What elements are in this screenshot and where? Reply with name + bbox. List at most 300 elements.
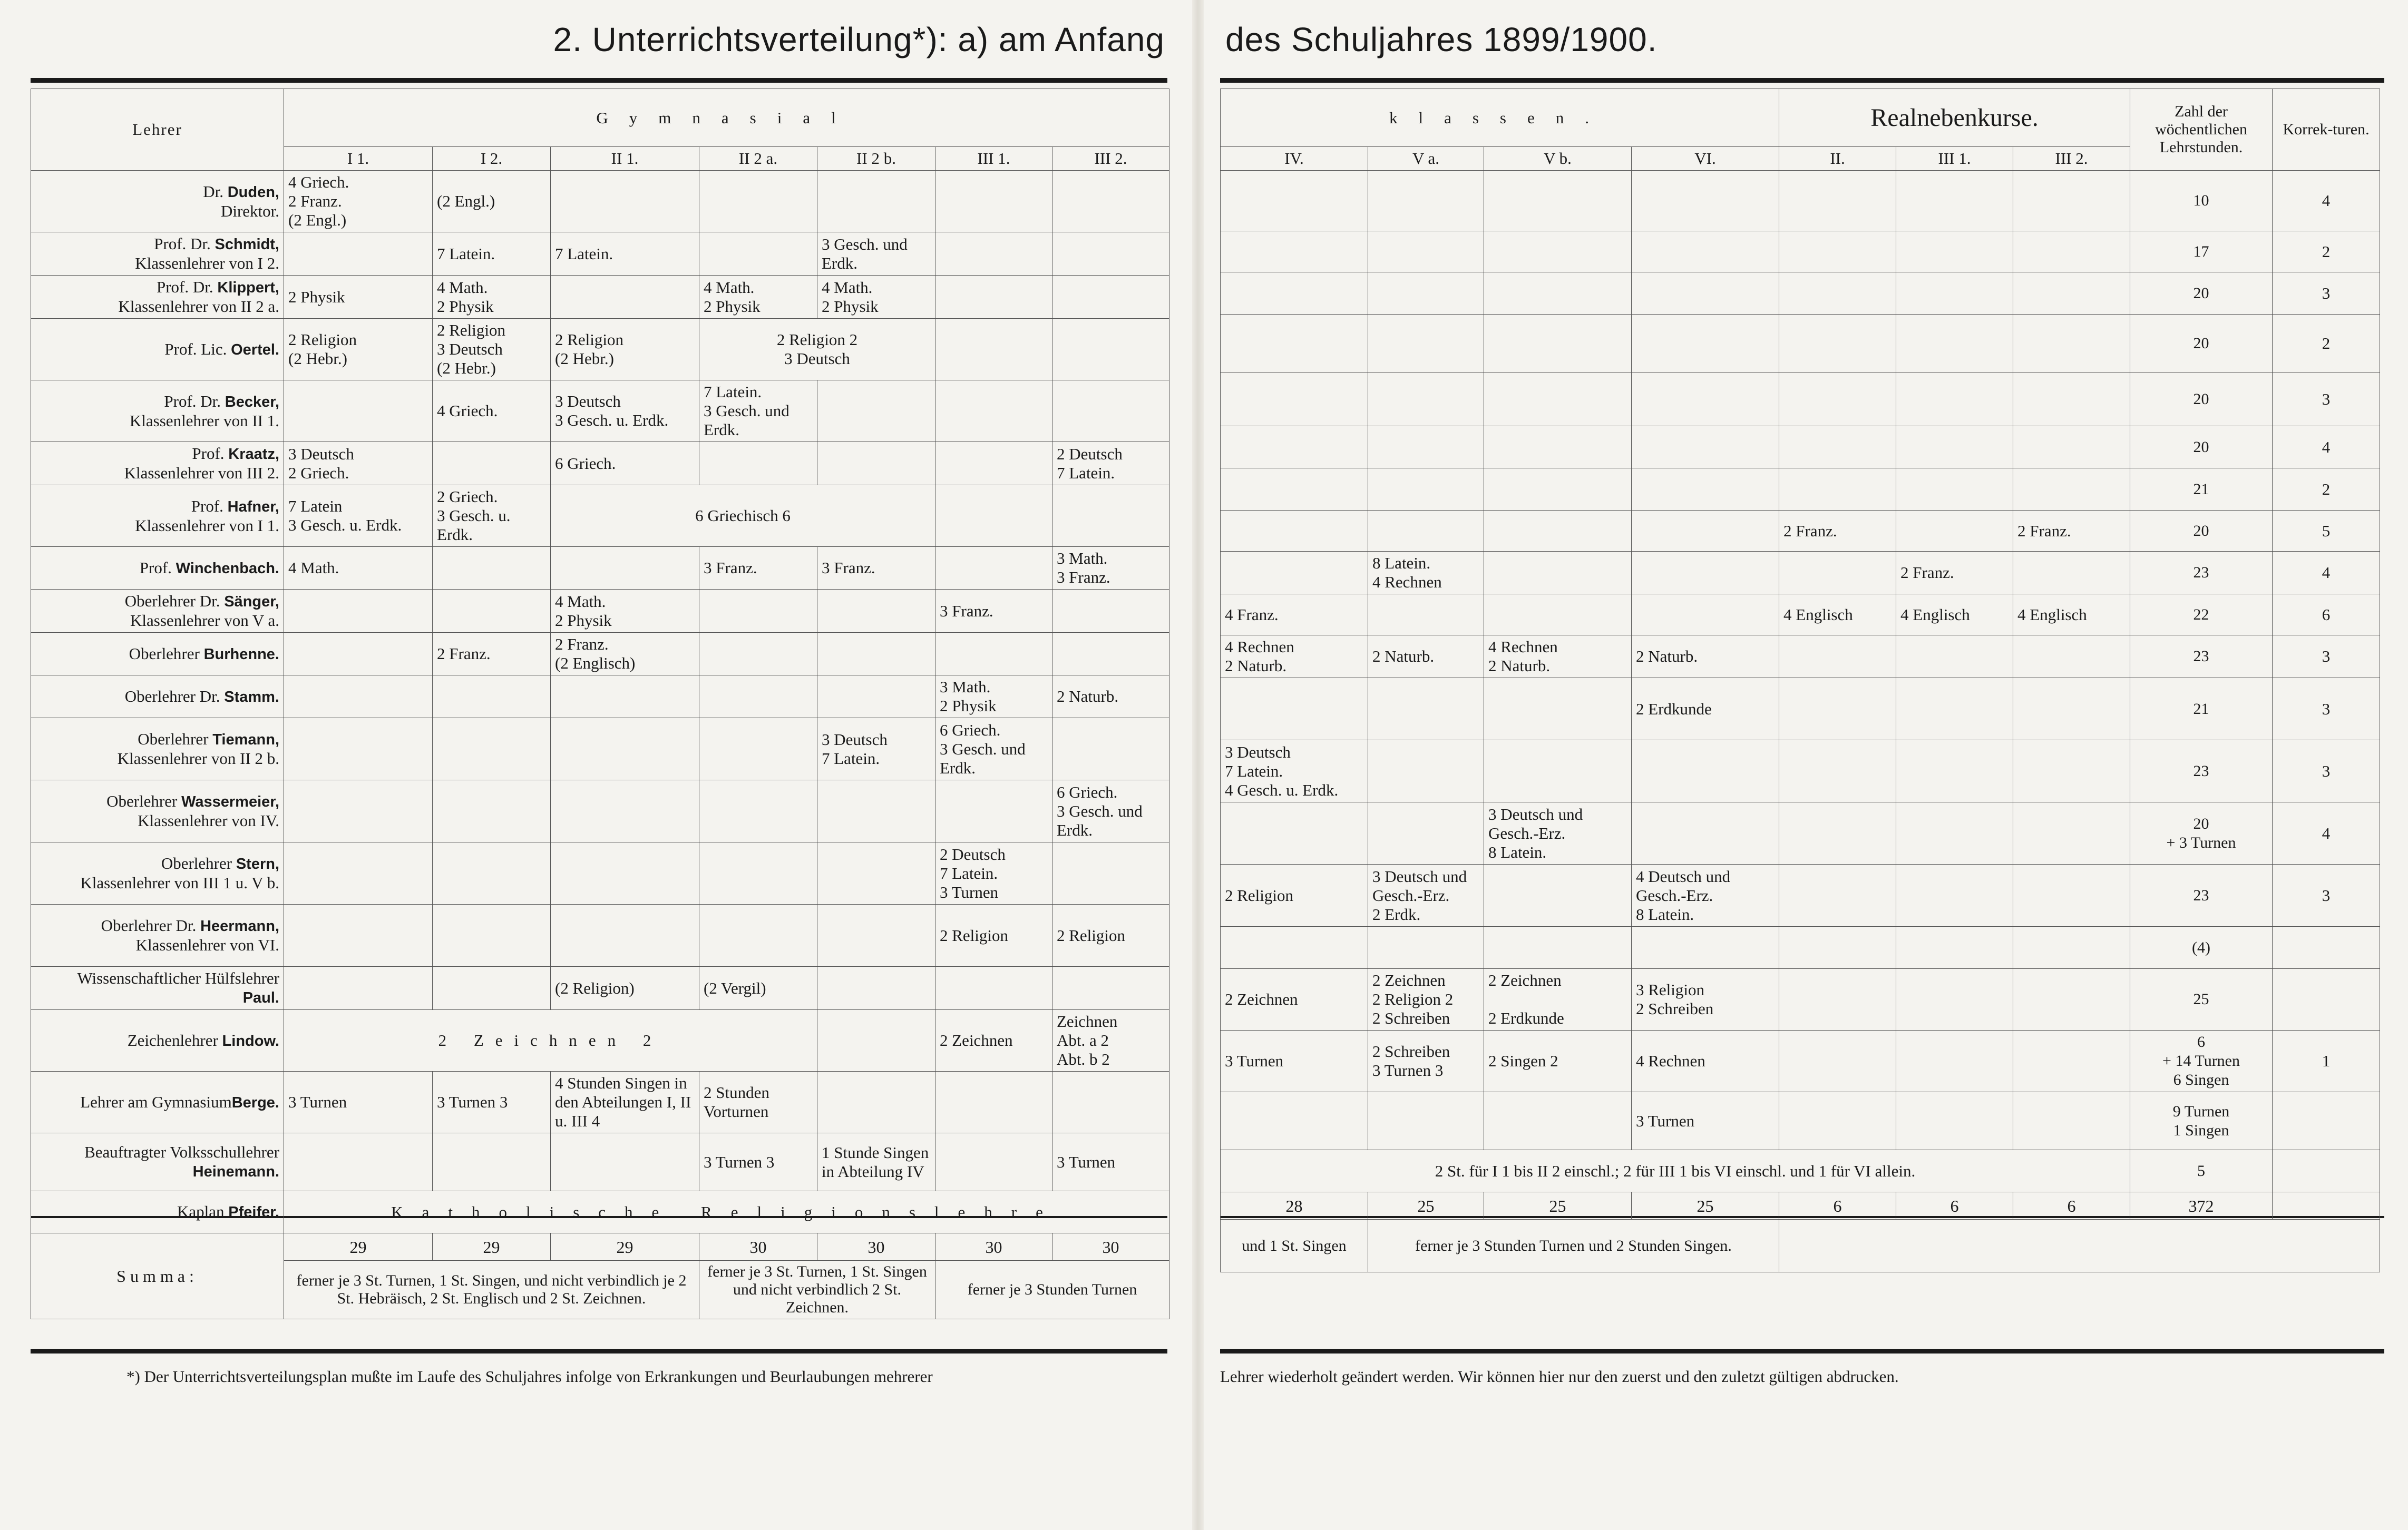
lesson-cell [699,232,817,276]
teacher-name: Pfeifer. [228,1204,279,1221]
lehrstunden-cell: 23 [2130,635,2273,678]
lesson-cell [1484,594,1632,635]
lesson-cell [1632,511,1779,552]
lesson-cell [1632,372,1779,426]
table-row [1221,1150,2380,1192]
real-cell [1896,678,2013,740]
summa-note: ferner je 3 St. Turnen, 1 St. Singen und nicht verbindlich 2 St. Zeichnen. [699,1261,935,1319]
table-row [31,590,1169,633]
lesson-cell: 2 Stunden Vorturnen [699,1072,817,1133]
teacher-name: Becker, [225,393,279,410]
lesson-cell [817,675,935,718]
lesson-cell: 3 Deutsch und Gesch.-Erz. 8 Latein. [1484,802,1632,865]
real-cell [1779,372,1896,426]
teacher-role: Klassenlehrer von I 2. [135,254,279,272]
table-row [1221,865,2380,927]
real-cell [1779,315,1896,372]
lesson-cell [817,967,935,1010]
teacher-prefix: Oberlehrer [106,792,182,810]
lesson-cell [1484,740,1632,802]
summa-row [1221,1192,2380,1220]
lesson-cell [1052,967,1169,1010]
teacher-prefix: Oberlehrer [129,644,204,663]
lesson-cell: 2 Zeichnen 2 Erdkunde [1484,969,1632,1031]
real-cell: 4 Englisch [2013,594,2130,635]
real-cell [1896,468,2013,511]
teacher-name: Tiemann, [212,731,279,748]
lesson-cell: 3 Turnen [1632,1092,1779,1150]
lesson-cell [1368,927,1484,969]
lehrstunden-cell: 20 [2130,426,2273,468]
lesson-cell [284,633,433,675]
real-cell: 4 Englisch [1896,594,2013,635]
lesson-cell: 2 Erdkunde [1632,678,1779,740]
lesson-cell: 4 Rechnen [1632,1031,1779,1092]
table-row [1221,468,2380,511]
lesson-cell [699,590,817,633]
lesson-cell [1368,231,1484,272]
table-row [1221,1092,2380,1150]
footnote-left: *) Der Unterrichtsverteilungsplan mußte im Laufe des Schuljahres infolge von Erkrankungen und Beurlaubungen mehrerer [126,1367,933,1386]
korrekturen-cell: 3 [2273,678,2380,740]
lesson-cell: 2 Franz. (2 Englisch) [551,633,699,675]
lesson-cell [433,1133,551,1191]
lesson-cell: 7 Latein. [433,232,551,276]
korrekturen-cell: 4 [2273,802,2380,865]
lesson-cell [1052,485,1169,547]
summa-note: ferner je 3 St. Turnen, 1 St. Singen, und nicht verbindlich je 2 St. Hebräisch, 2 St. Englisch und 2 St. Zeichnen. [284,1261,699,1319]
lesson-cell [1221,468,1368,511]
lesson-cell [1221,315,1368,372]
lesson-cell [699,675,817,718]
lesson-cell [1632,272,1779,315]
table-row [1221,171,2380,231]
teacher-cell [31,485,284,547]
lesson-cell [817,780,935,842]
table-row [31,675,1169,718]
teacher-name: Kraatz, [228,446,279,463]
lesson-cell [699,442,817,485]
lesson-cell: 2 Griech. 3 Gesch. u. Erdk. [433,485,551,547]
lesson-cell [935,967,1052,1010]
lesson-cell [284,967,433,1010]
lesson-cell: 6 Griech. [551,442,699,485]
lesson-cell [817,171,935,232]
real-cell [1779,635,1896,678]
teacher-role: Direktor. [220,201,279,220]
real-cell [2013,1031,2130,1092]
teacher-name: Heermann, [200,918,279,935]
class-header: III 1. [935,147,1052,171]
lehrstunden-cell: 23 [2130,865,2273,927]
lehrstunden-cell: 23 [2130,740,2273,802]
real-cell [1896,1031,2013,1092]
lesson-cell: 4 Griech. 2 Franz. (2 Engl.) [284,171,433,232]
table-row [31,442,1169,485]
lesson-cell: 2 Religion (2 Hebr.) [551,319,699,380]
teacher-cell [31,1010,284,1072]
real-cell: 2 Franz. [1779,511,1896,552]
lesson-cell [1484,1092,1632,1150]
class-header: I 1. [284,147,433,171]
right-page [1204,0,2408,1530]
teacher-prefix: Oberlehrer Dr. [101,916,201,935]
summa-value: 25 [1632,1192,1779,1220]
korrekturen-cell [2273,969,2380,1031]
lesson-cell [1221,552,1368,594]
realnebenkurse-header: Realnebenkurse. [1779,89,2130,147]
lesson-cell [817,633,935,675]
footnote-right: Lehrer wiederholt geändert werden. Wir können hier nur den zuerst und den zuletzt gültigen abdrucken. [1220,1367,1899,1386]
bottom-rule-right [1220,1349,2384,1354]
korrekturen-cell [2273,1150,2380,1192]
lesson-cell [1052,633,1169,675]
teacher-cell [31,718,284,780]
lesson-cell: 2 Zeichnen 2 Religion 2 2 Schreiben [1368,969,1484,1031]
lesson-cell [1052,171,1169,232]
lesson-cell: 4 Franz. [1221,594,1368,635]
real-cell [1896,511,2013,552]
korrekturen-cell: 6 [2273,594,2380,635]
korrekturen-cell: 2 [2273,315,2380,372]
real-cell [1779,927,1896,969]
lesson-cell: 6 Griechisch 6 [551,485,935,547]
lesson-cell: 3 Franz. [817,547,935,590]
lehrer-header: Lehrer [31,89,284,171]
teacher-cell [31,1072,284,1133]
class-header: VI. [1632,147,1779,171]
lesson-cell [1632,426,1779,468]
lesson-cell [817,590,935,633]
lesson-cell: 2 Zeichnen [1221,969,1368,1031]
teacher-cell [31,442,284,485]
teacher-name: Winchenbach. [176,560,279,577]
real-cell [1896,635,2013,678]
summa-empty [2273,1192,2380,1220]
summa-value: 30 [935,1233,1052,1261]
teacher-prefix: Beauftragter Volksschullehrer [84,1143,279,1161]
lesson-cell: 7 Latein. [551,232,699,276]
table-row [31,276,1169,319]
lesson-cell [284,380,433,442]
lesson-cell [1052,1072,1169,1133]
korrekturen-cell: 3 [2273,740,2380,802]
summa-value: 25 [1368,1192,1484,1220]
lesson-cell [1221,802,1368,865]
lesson-cell [935,276,1052,319]
summa-value: 30 [699,1233,817,1261]
korrekturen-cell: 2 [2273,231,2380,272]
table-row [31,380,1169,442]
lesson-cell: 3 Deutsch 2 Griech. [284,442,433,485]
teacher-prefix: Oberlehrer [138,730,213,748]
real-cell [2013,969,2130,1031]
teacher-prefix: Dr. [203,182,228,201]
lesson-cell [1484,231,1632,272]
lesson-cell: 3 Turnen 3 [433,1072,551,1133]
teacher-cell [31,276,284,319]
lesson-cell: 2 Deutsch 7 Latein. 3 Turnen [935,842,1052,905]
table-row [1221,678,2380,740]
lesson-cell [551,276,699,319]
lesson-cell [1368,315,1484,372]
lesson-cell: 4 Math. 2 Physik [551,590,699,633]
lesson-cell [1484,171,1632,231]
teacher-name: Paul. [242,989,279,1006]
summa-note: und 1 St. Singen [1221,1220,1368,1272]
lesson-cell: 2 Religion [1052,905,1169,967]
teacher-cell [31,1191,284,1233]
teacher-name: Schmidt, [215,236,279,253]
lesson-cell [1632,315,1779,372]
lesson-cell [551,1133,699,1191]
teacher-role: Klassenlehrer von III 2. [124,464,279,482]
class-header: II 1. [551,147,699,171]
lesson-cell [433,967,551,1010]
lesson-cell: 2 Naturb. [1632,635,1779,678]
table-row [31,905,1169,967]
lesson-cell [935,485,1052,547]
real-cell [1779,865,1896,927]
lesson-cell: 6 Griech. 3 Gesch. und Erdk. [935,718,1052,780]
table-row [31,1010,1169,1072]
real-cell [2013,1092,2130,1150]
lesson-cell [433,442,551,485]
lesson-cell [1052,319,1169,380]
teacher-cell [31,633,284,675]
lesson-cell [699,633,817,675]
real-cell [1896,927,2013,969]
lesson-cell: 2 Religion 2 3 Deutsch [699,319,935,380]
lesson-cell [1368,171,1484,231]
lesson-cell [433,718,551,780]
lesson-cell [1052,842,1169,905]
teacher-role: Klassenlehrer von II 2 b. [117,749,279,768]
real-cell [1779,171,1896,231]
korrekturen-cell: 1 [2273,1031,2380,1092]
lehrstunden-cell: 10 [2130,171,2273,231]
lesson-cell: 1 Stunde Singen in Abteilung IV [817,1133,935,1191]
lesson-cell [935,780,1052,842]
teacher-prefix: Wissenschaftlicher Hülfslehrer [77,969,279,987]
summa-value: 29 [433,1233,551,1261]
lesson-cell [433,675,551,718]
table-row [1221,927,2380,969]
lesson-cell: 3 Turnen 3 [699,1133,817,1191]
teacher-name: Sänger, [224,593,279,610]
table-row [31,842,1169,905]
real-cell [1779,552,1896,594]
lesson-cell [551,675,699,718]
summa-value: 25 [1484,1192,1632,1220]
lesson-cell [284,232,433,276]
lesson-cell [935,380,1052,442]
teacher-prefix: Oberlehrer [161,854,236,872]
table-row [1221,315,2380,372]
teacher-cell [31,842,284,905]
lesson-cell [699,905,817,967]
lesson-cell [1484,372,1632,426]
teacher-cell [31,780,284,842]
lesson-cell: 7 Latein. 3 Gesch. und Erdk. [699,380,817,442]
summa-value: 29 [551,1233,699,1261]
lesson-cell: 2 Religion [1221,865,1368,927]
lehrstunden-cell: 5 [2130,1150,2273,1192]
summa-empty [1779,1220,2380,1272]
lesson-cell [551,547,699,590]
teacher-name: Klippert, [217,279,279,296]
real-cell [1779,740,1896,802]
class-header: IV. [1221,147,1368,171]
korrekturen-cell [2273,1092,2380,1150]
lesson-cell [1632,927,1779,969]
teacher-role: Klassenlehrer von III 1 u. V b. [80,874,279,892]
real-cell [1779,969,1896,1031]
teacher-role: Klassenlehrer von II 2 a. [118,297,279,316]
lesson-cell [1632,171,1779,231]
summa-value: 30 [817,1233,935,1261]
real-cell [1896,315,2013,372]
lesson-cell: 3 Math. 3 Franz. [1052,547,1169,590]
table-row [1221,594,2380,635]
korrekturen-cell: 3 [2273,272,2380,315]
table-row [1221,372,2380,426]
lesson-cell: 2 St. für I 1 bis II 2 einschl.; 2 für III 1 bis VI einschl. und 1 für VI allein. [1221,1150,2130,1192]
lehrstunden-cell: 17 [2130,231,2273,272]
lesson-cell [935,442,1052,485]
lehrstunden-cell: 20 [2130,315,2273,372]
lesson-cell [1484,426,1632,468]
lesson-cell [699,718,817,780]
class-header: III 2. [1052,147,1169,171]
teacher-role: Klassenlehrer von V a. [130,611,279,630]
real-cell [2013,171,2130,231]
lesson-cell: 2 Religion (2 Hebr.) [284,319,433,380]
real-cell [2013,231,2130,272]
lesson-cell: 2 Physik [284,276,433,319]
table-row [1221,802,2380,865]
lesson-cell: 3 Deutsch 7 Latein. 4 Gesch. u. Erdk. [1221,740,1368,802]
lesson-cell [699,780,817,842]
table-row [31,319,1169,380]
lesson-cell: (2 Religion) [551,967,699,1010]
lesson-cell: 2 Religion [935,905,1052,967]
gymnasial-header-left: Gymnasial [284,89,1169,147]
summa-value: 6 [2013,1192,2130,1220]
lesson-cell [1221,678,1368,740]
lesson-cell: 2 Franz. [433,633,551,675]
lesson-cell: (2 Engl.) [433,171,551,232]
bottom-rule-left [31,1349,1167,1354]
lehrstunden-cell: 6 + 14 Turnen 6 Singen [2130,1031,2273,1092]
real-cell [2013,678,2130,740]
schedule-table-left [31,89,1169,1319]
real-cell [2013,315,2130,372]
lesson-cell [1632,231,1779,272]
real-cell [1779,1092,1896,1150]
class-header: II 2 b. [817,147,935,171]
teacher-prefix: Prof. [192,444,229,463]
lesson-cell [1368,740,1484,802]
lesson-cell: 4 Stunden Singen in den Abteilungen I, II u. III 4 [551,1072,699,1133]
lesson-cell: 4 Griech. [433,380,551,442]
korrekturen-cell [2273,927,2380,969]
lehrstunden-cell: 21 [2130,468,2273,511]
table-row [31,1133,1169,1191]
real-cell [1779,678,1896,740]
lesson-cell [433,842,551,905]
lehrstunden-cell: 20 [2130,511,2273,552]
summa-value: 30 [1052,1233,1169,1261]
real-cell [1896,231,2013,272]
lesson-cell [1221,1092,1368,1150]
table-row [1221,511,2380,552]
schedule-table-right [1220,89,2380,1272]
korrekturen-cell: 4 [2273,426,2380,468]
lesson-cell [284,675,433,718]
lesson-cell: Katholische Religionslehre [284,1191,1169,1233]
lesson-cell [551,780,699,842]
lesson-cell: 4 Math. 2 Physik [817,276,935,319]
lesson-cell [1368,511,1484,552]
lehrstunden-cell: 20 [2130,372,2273,426]
table-row [31,718,1169,780]
korrekturen-cell: 4 [2273,552,2380,594]
teacher-prefix: Prof. [139,558,176,577]
lesson-cell [935,232,1052,276]
lesson-cell [699,842,817,905]
teacher-role: Klassenlehrer von VI. [135,936,279,954]
page-title-right: des Schuljahres 1899/1900. [1225,21,1658,58]
lesson-cell [1221,511,1368,552]
teacher-cell [31,380,284,442]
lesson-cell [1632,552,1779,594]
teacher-name: Hafner, [227,498,279,515]
lesson-cell [1368,678,1484,740]
table-row [31,1072,1169,1133]
lesson-cell [817,905,935,967]
lesson-cell: 2 Naturb. [1052,675,1169,718]
korrekturen-cell: 5 [2273,511,2380,552]
real-cell [1896,272,2013,315]
gymnasial-header-right: klassen. [1221,89,1779,147]
lesson-cell [284,590,433,633]
lesson-cell: 6 Griech. 3 Gesch. und Erdk. [1052,780,1169,842]
lesson-cell [1484,678,1632,740]
table-row [1221,969,2380,1031]
real-cell [1896,426,2013,468]
korrekturen-cell: 3 [2273,372,2380,426]
lesson-cell [817,1010,935,1072]
teacher-cell [31,171,284,232]
real-cell [2013,802,2130,865]
lesson-cell [935,171,1052,232]
teacher-cell [31,905,284,967]
page-title-left: 2. Unterrichtsverteilung*): a) am Anfang [553,21,1165,58]
lesson-cell: 7 Latein 3 Gesch. u. Erdk. [284,485,433,547]
table-row [1221,426,2380,468]
lesson-cell [1221,231,1368,272]
real-cell [2013,865,2130,927]
table-row [1221,1031,2380,1092]
book-gutter [1192,0,1204,1530]
lesson-cell [1484,927,1632,969]
lesson-cell: 3 Franz. [935,590,1052,633]
real-cell: 2 Franz. [2013,511,2130,552]
korrekturen-cell: 4 [2273,171,2380,231]
real-cell [1896,1092,2013,1150]
lesson-cell [1052,380,1169,442]
